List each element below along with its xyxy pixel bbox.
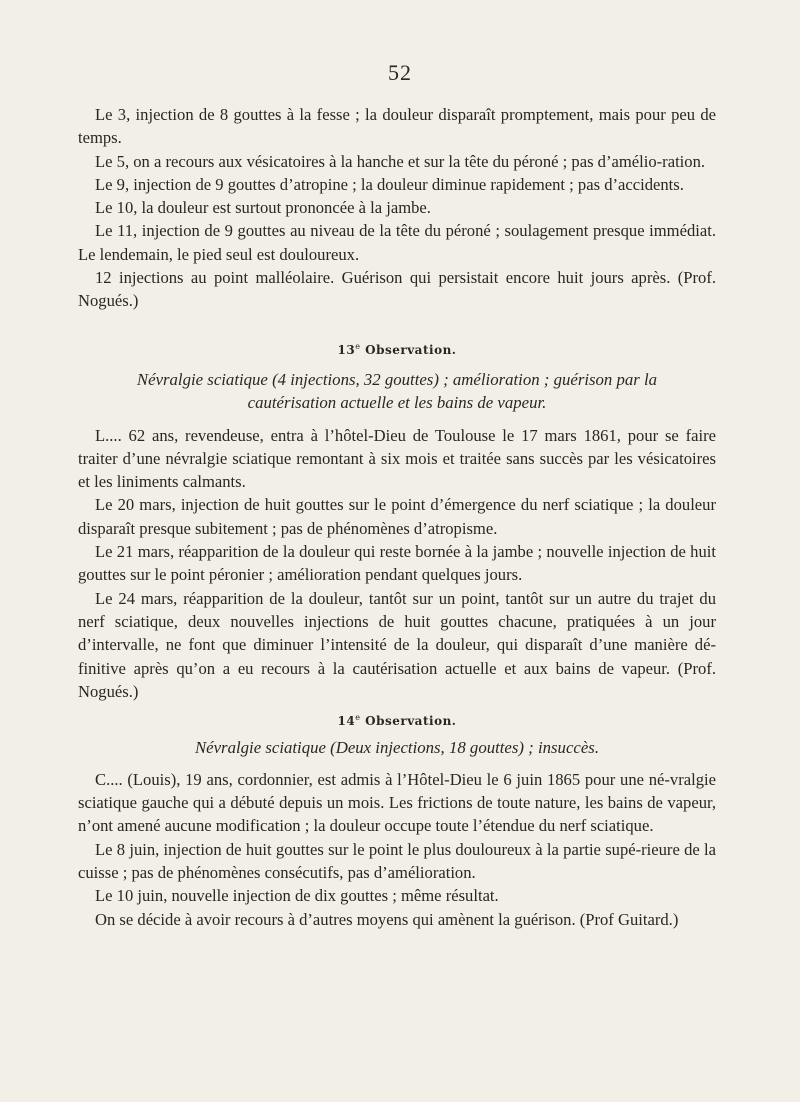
paragraph: Le 3, injection de 8 gouttes à la fesse ; la douleur disparaît promptement, mais pour peu de temps. xyxy=(78,105,716,148)
observation-number: 13 xyxy=(337,342,356,357)
paragraph: C.... (Louis), 19 ans, cordonnier, est admis à l’Hôtel-Dieu le 6 juin 1865 pour une né-vralgie sciatique gauche qui a débuté depuis un mois. Les frictions de toute nature, les bains de vapeur, n’ont amené aucune modification ; la douleur occupe toute l’étendue du nerf sciatique. xyxy=(78,769,716,836)
observation-suffix: e xyxy=(355,341,361,351)
observation-number: 14 xyxy=(337,714,356,729)
paragraph: Le 21 mars, réapparition de la douleur qui reste bornée à la jambe ; nouvelle injection de huit gouttes sur le point péronier ; amélioration pendant quelques jours. xyxy=(78,542,716,585)
paragraph: Le 10, la douleur est surtout prononcée à la jambe. xyxy=(95,198,431,218)
paragraph: Le 20 mars, injection de huit gouttes sur le point d’émergence du nerf sciatique ; la douleur disparaît presque subitement ; pas de phénomènes d’atropisme. xyxy=(78,495,716,538)
paragraph: Le 5, on a recours aux vésicatoires à la hanche et sur la tête du péroné ; pas d’amélio-ration. xyxy=(95,151,706,171)
paragraph: Le 8 juin, injection de huit gouttes sur le point le plus douloureux à la partie supé-rieure de la cuisse ; pas de phénomènes consécutifs, pas d’amélioration. xyxy=(78,839,716,882)
observation-heading xyxy=(78,706,716,733)
observation-subtitle: Névralgie sciatique (Deux injections, 18 gouttes) ; insuccès. xyxy=(194,738,600,758)
paragraph: Le 24 mars, réapparition de la douleur, tantôt sur un point, tantôt sur un autre du trajet du nerf sciatique, deux nouvelles injections de huit gouttes chacune, pratiquées à un jour d’intervalle, ne font que diminuer l’intensité de la douleur, qui disparaît d’une manière dé-finitive après qu’on a eu recours à la cautérisation actuelle et aux bains de vapeur. (Prof. Nogués.) xyxy=(78,588,716,701)
observation-suffix: e xyxy=(355,713,361,723)
paragraph: Le 10 juin, nouvelle injection de dix gouttes ; même résultat. xyxy=(95,886,499,906)
observation-subtitle: Névralgie sciatique (4 injections, 32 gouttes) ; amélioration ; guérison par la cautérisation actuelle et les bains de vapeur. xyxy=(136,369,658,413)
observation-word: Observation. xyxy=(365,342,457,357)
paragraph: Le 11, injection de 9 gouttes au niveau de la tête du péroné ; soulagement presque immédiat. Le lendemain, le pied seul est douloureux. xyxy=(78,221,716,264)
paragraph: Le 9, injection de 9 gouttes d’atropine ; la douleur diminue rapidement ; pas d’accidents. xyxy=(95,174,684,194)
paragraph: L.... 62 ans, revendeuse, entra à l’hôtel-Dieu de Toulouse le 17 mars 1861, pour se faire traiter d’une névralgie sciatique remontant à six mois et traitée sans succès par les vésicatoires et les liniments calmants. xyxy=(78,425,716,492)
paragraph: On se décide à avoir recours à d’autres moyens qui amènent la guérison. (Prof Guitard.) xyxy=(95,909,679,929)
observation-word: Observation. xyxy=(365,714,457,729)
body-text xyxy=(78,103,716,931)
observation-heading xyxy=(78,335,716,362)
page-number: 52 xyxy=(388,60,412,85)
paragraph: 12 injections au point malléolaire. Guérison qui persistait encore huit jours après. (Prof. Nogués.) xyxy=(78,268,716,311)
